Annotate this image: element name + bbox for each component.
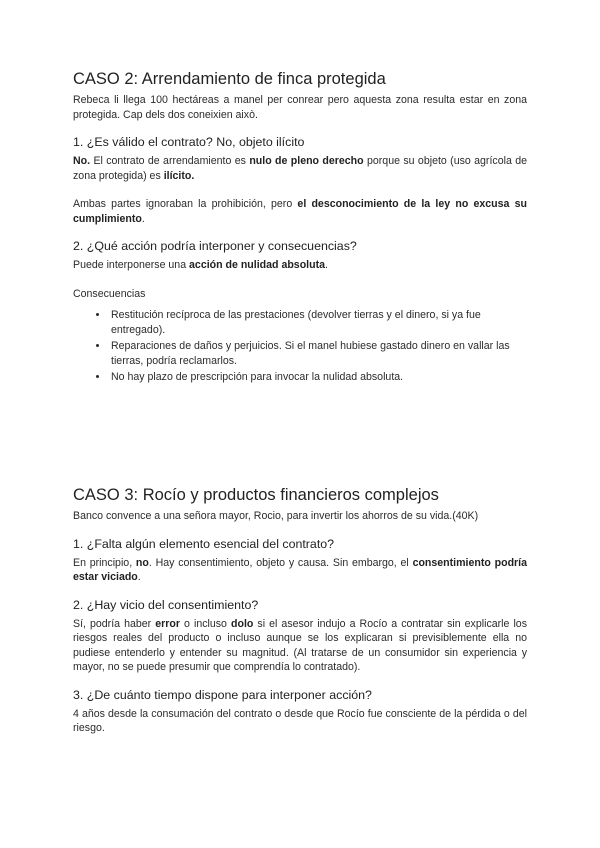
list-item: • Restitución recíproca de las prestaciones (devolver tierras y el dinero, si ya fue entregado). xyxy=(109,308,527,337)
list-item: • Reparaciones de daños y perjuicios. Si el manel hubiese gastado dinero en vallar las tierras, podría reclamarlos. xyxy=(109,339,527,368)
case-2-section xyxy=(73,69,527,387)
case-2-question-1-title: 1. ¿Es válido el contrato? No, objeto ilícito xyxy=(73,135,305,149)
answer-text: Ambas partes ignoraban la prohibición, pero xyxy=(73,198,298,210)
case-3-intro: Banco convence a una señora mayor, Rocio, para invertir los ahorros de su vida.(40K) xyxy=(73,510,479,522)
answer-text: El contrato de arrendamiento es xyxy=(90,155,250,167)
answer-text: Puede interponerse una xyxy=(73,259,190,271)
answer-text: . xyxy=(141,212,145,225)
answer-bold: ilícito. xyxy=(163,169,195,182)
case-2-question-2-answer xyxy=(73,258,527,273)
answer-text: o incluso xyxy=(179,617,232,630)
answer-bold: dolo xyxy=(231,617,254,630)
case-3-question-1-answer xyxy=(73,556,527,585)
case-3-question-2-answer xyxy=(73,617,527,675)
case-3-title: CASO 3: Rocío y productos financieros complejos xyxy=(73,486,439,504)
answer-bold: acción de nulidad absoluta xyxy=(189,259,326,271)
case-3-question-2-title: 2. ¿Hay vicio del consentimiento? xyxy=(73,597,259,612)
answer-text: porque su objeto (uso agrícola de zona protegida) es xyxy=(73,155,527,182)
case-3-question-3-answer: 4 años desde la consumación del contrato o desde que Rocío fue consciente de la pérdida o del riesgo. xyxy=(73,707,527,734)
answer-text: . Hay consentimiento, objeto y causa. Sin embargo, el xyxy=(148,556,413,569)
case-2-question-2-title: 2. ¿Qué acción podría interponer y consecuencias? xyxy=(73,239,357,253)
case-2-title: CASO 2: Arrendamiento de finca protegida xyxy=(73,70,386,88)
consequences-label: Consecuencias xyxy=(73,287,146,300)
answer-text: En principio, xyxy=(73,556,136,569)
answer-text: si el asesor indujo a Rocío a contratar sin explicarle los riesgos reales del producto o incluso aunque se los explicaran si previsiblemente ella no pudiese entenderlo y entender su magnitud. (Al tratarse de un consumidor sin experiencia y mayor, no se puede presumir que comprendía lo contratado). xyxy=(73,617,527,673)
case-3-question-1-title: 1. ¿Falta algún elemento esencial del contrato? xyxy=(73,536,335,551)
answer-bold: consentimiento podría estar viciado xyxy=(73,556,527,583)
consequences-list xyxy=(73,308,527,385)
answer-bold: error xyxy=(155,617,180,630)
answer-text: . xyxy=(325,259,328,271)
case-3-question-3-title: 3. ¿De cuánto tiempo dispone para interponer acción? xyxy=(73,687,372,702)
answer-bold: no xyxy=(135,556,149,569)
case-2-question-1-answer xyxy=(73,154,527,183)
answer-bold: No. xyxy=(73,155,91,167)
case-3-section xyxy=(73,485,527,736)
answer-text: Sí, podría haber xyxy=(73,617,156,630)
case-2-intro: Rebeca li llega 100 hectáreas a manel per conrear pero aquesta zona resulta estar en zona protegida. Cap dels dos coneixien això. xyxy=(73,94,527,121)
answer-bold: el desconocimiento de la ley no excusa su cumplimiento xyxy=(73,198,527,225)
case-2-question-1-note xyxy=(73,197,527,226)
answer-text: . xyxy=(137,571,141,583)
answer-bold: nulo de pleno derecho xyxy=(249,155,364,167)
list-item: • No hay plazo de prescripción para invocar la nulidad absoluta. xyxy=(109,370,527,385)
